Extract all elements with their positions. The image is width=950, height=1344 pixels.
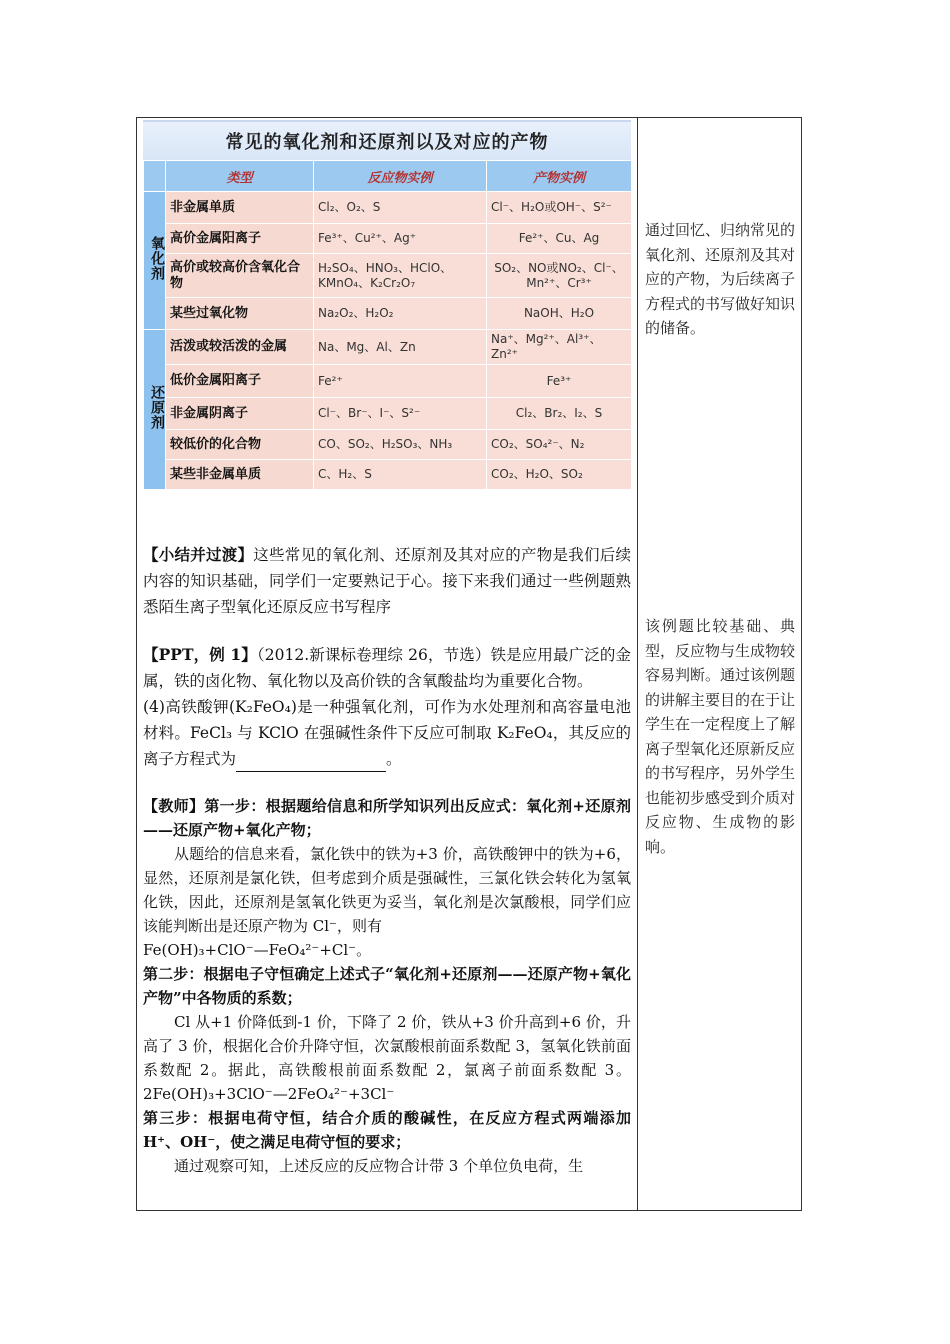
- row-examples: CO、SO₂、H₂SO₃、NH₃: [314, 430, 487, 460]
- summary-tag: 【小结并过渡】: [143, 545, 254, 564]
- step1-title: 第一步：根据题给信息和所学知识列出反应式：氧化剂+还原剂——还原产物+氧化产物；: [143, 797, 631, 839]
- row-type: 非金属单质: [166, 192, 314, 224]
- row-products: Cl⁻、H₂O或OH⁻、S²⁻: [487, 192, 632, 224]
- table-row: [144, 398, 632, 430]
- header-products: 产物实例: [487, 161, 632, 192]
- answer-blank: [236, 753, 386, 772]
- header-type: 类型: [166, 161, 314, 192]
- row-examples: Cl⁻、Br⁻、I⁻、S²⁻: [314, 398, 487, 430]
- row-type: 非金属阴离子: [166, 398, 314, 430]
- table-row: [144, 365, 632, 398]
- row-type: 某些非金属单质: [166, 460, 314, 490]
- step1-text: 从题给的信息来看，氯化铁中的铁为+3 价，高铁酸钾中的铁为+6，显然，还原剂是氯化铁，但考虑到介质是强碱性，三氯化铁会转化为氢氧化铁，因此，还原剂是氢氧化铁更为妥当，氧化剂是次氯酸根，同学们应该能判断出是还原产物为 Cl⁻，则有: [143, 845, 631, 935]
- table-row: [144, 192, 632, 224]
- table-row: [144, 430, 632, 460]
- step2-title: [143, 962, 631, 1010]
- ppt-paragraph: [143, 642, 631, 694]
- group-label-reductant: 还原剂: [144, 330, 166, 490]
- row-examples: H₂SO₄、HNO₃、HClO、KMnO₄、K₂Cr₂O₇: [314, 254, 487, 298]
- row-products: SO₂、NO或NO₂、Cl⁻、Mn²⁺、Cr³⁺: [487, 254, 632, 298]
- row-type: 活泼或较活泼的金属: [166, 330, 314, 365]
- row-products: CO₂、SO₄²⁻、N₂: [487, 430, 632, 460]
- table-row: [144, 298, 632, 330]
- table-row: [144, 330, 632, 365]
- row-type: 高价金属阳离子: [166, 224, 314, 254]
- left-column: [143, 120, 631, 1178]
- note-design-intent-2: 该例题比较基础、典型，反应物与生成物较容易判断。通过该例题的讲解主要目的在于让学生在一定程度上了解离子型氧化还原新反应的书写程序，另外学生也能初步感受到介质对反应物、生成物的影响。: [645, 617, 796, 856]
- row-products: CO₂、H₂O、SO₂: [487, 460, 632, 490]
- column-divider: [637, 117, 638, 1211]
- row-examples: Fe²⁺: [314, 365, 487, 398]
- teacher-tag: 【教师】: [143, 797, 205, 815]
- question-text: (4)高铁酸钾(K₂FeO₄)是一种强氧化剂，可作为水处理剂和高容量电池材料。FeCl₃ 与 KClO 在强碱性条件下反应可制取 K₂FeO₄，其反应的离子方程式为: [143, 698, 631, 768]
- table-row: [144, 254, 632, 298]
- step1-equation: Fe(OH)₃+ClO⁻—FeO₄²⁻+Cl⁻。: [143, 941, 372, 959]
- header-examples: 反应物实例: [314, 161, 487, 192]
- step2-text: Cl 从+1 价降低到-1 价，下降了 2 价，铁从+3 价升高到+6 价，升高了 3 价，根据化合价升降守恒，次氯酸根前面系数配 3，氢氧化铁前面系数配 2。据此，高铁酸根前面系数配 2，氯离子前面系数配 3。2Fe(OH)₃+3ClO⁻—2FeO₄²⁻+3Cl⁻: [143, 1013, 631, 1103]
- summary-text: 这些常见的氧化剂、还原剂及其对应的产物是我们后续内容的知识基础，同学们一定要熟记于心。接下来我们通过一些例题熟悉陌生离子型氧化还原反应书写程序: [143, 546, 631, 616]
- row-type: 低价金属阳离子: [166, 365, 314, 398]
- row-products: Fe³⁺: [487, 365, 632, 398]
- question-paragraph: [143, 694, 631, 772]
- oxidant-reductant-figure: [143, 120, 631, 490]
- row-examples: Na₂O₂、H₂O₂: [314, 298, 487, 330]
- ppt-text: （2012.新课标卷理综 26，节选）铁是应用最广泛的金属，铁的卤化物、氧化物以及高价铁的含氧酸盐均为重要化合物。: [143, 646, 631, 690]
- teacher-step1-title: [143, 794, 631, 842]
- group-label-oxidant: 氧化剂: [144, 192, 166, 330]
- table-header-row: [144, 161, 632, 192]
- row-examples: C、H₂、S: [314, 460, 487, 490]
- step2-title-text: 第二步：根据电子守恒确定上述式子“氧化剂+还原剂——还原产物+氧化产物”中各物质的系数；: [143, 965, 631, 1007]
- row-type: 某些过氧化物: [166, 298, 314, 330]
- question-end: 。: [386, 750, 402, 768]
- oxidant-reductant-table: [143, 160, 632, 490]
- row-type: 较低价的化合物: [166, 430, 314, 460]
- row-examples: Fe³⁺、Cu²⁺、Ag⁺: [314, 224, 487, 254]
- row-products: NaOH、H₂O: [487, 298, 632, 330]
- row-examples: Cl₂、O₂、S: [314, 192, 487, 224]
- table-row: [144, 224, 632, 254]
- row-type: 高价或较高价含氧化合物: [166, 254, 314, 298]
- ppt-tag: 【PPT，例 1】: [143, 645, 257, 664]
- row-products: Cl₂、Br₂、I₂、S: [487, 398, 632, 430]
- step3-title-text: 第三步：根据电荷守恒，结合介质的酸碱性，在反应方程式两端添加 H⁺、OH⁻，使之满足电荷守恒的要求；: [143, 1109, 631, 1151]
- note-design-intent-1: 通过回忆、归纳常见的氧化剂、还原剂及其对应的产物，为后续离子方程式的书写做好知识的储备。: [645, 221, 796, 337]
- summary-paragraph: [143, 542, 631, 620]
- figure-title: 常见的氧化剂和还原剂以及对应的产物: [143, 120, 631, 160]
- row-examples: Na、Mg、Al、Zn: [314, 330, 487, 365]
- step3-title: [143, 1106, 631, 1154]
- row-products: Fe²⁺、Cu、Ag: [487, 224, 632, 254]
- table-row: [144, 460, 632, 490]
- step3-text: 通过观察可知，上述反应的反应物合计带 3 个单位负电荷，生: [174, 1157, 584, 1175]
- row-products: Na⁺、Mg²⁺、Al³⁺、Zn²⁺: [487, 330, 632, 365]
